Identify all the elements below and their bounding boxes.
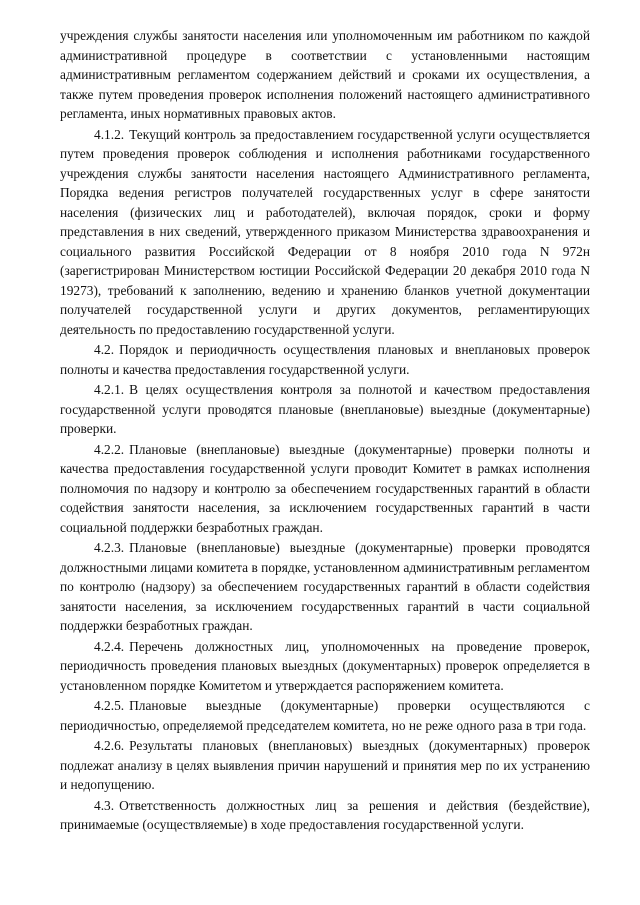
paragraph-number: 4.2. xyxy=(94,342,115,357)
paragraph-number: 4.2.1. xyxy=(94,382,125,397)
paragraph-number: 4.2.2. xyxy=(94,441,125,457)
paragraph-4-2-1 xyxy=(60,380,590,439)
paragraph-number: 4.3. xyxy=(94,797,115,813)
paragraph-text: Плановые (внеплановые) выездные (документарные) проверки проводятся должностными лицами комитета в порядке, установленном административным регламентом по контролю (надзору) за обеспечением государственных гарантий в области содействия занятости населения, за исключением государственных гарантий в части социальной поддержки безработных граждан. xyxy=(60,540,590,633)
paragraph-text: Перечень должностных лиц, уполномоченных на проведение проверок, периодичность проведения плановых выездных (документарных) проверок определяется в установленном порядке Комитетом и утверждается распоряжением комитета. xyxy=(60,638,590,693)
paragraph-number: 4.2.6. xyxy=(94,738,125,753)
paragraph-text: Плановые выездные (документарные) проверки осуществляются с периодичностью, определяемой председателем комитета, но не реже одного раза в три года. xyxy=(60,698,590,733)
paragraph-continuation xyxy=(60,26,590,124)
paragraph-text: Результаты плановых (внеплановых) выездных (документарных) проверок подлежат анализу в целях выявления причин нарушений и принятия мер по их устранению и недопущению. xyxy=(60,738,590,792)
paragraph-4-2-5 xyxy=(60,696,590,735)
paragraph-4-1-2 xyxy=(60,125,590,340)
paragraph-4-2-4 xyxy=(60,637,590,696)
paragraph-number: 4.2.3. xyxy=(94,540,125,555)
document-page xyxy=(60,26,590,836)
paragraph-4-2 xyxy=(60,340,590,379)
paragraph-4-2-3 xyxy=(60,538,590,636)
paragraph-4-3 xyxy=(60,796,590,835)
paragraph-number: 4.2.4. xyxy=(94,638,125,654)
paragraph-4-2-2 xyxy=(60,440,590,538)
paragraph-text: Плановые (внеплановые) выездные (документарные) проверки полноты и качества предоставления государственной услуги проводит Комитет в рамках исполнения полномочия по надзору и контролю за обеспечением государственных гарантий в области содействия занятости населения, за исключением государственных гарантий в части социальной поддержки безработных граждан. xyxy=(60,441,590,535)
paragraph-number: 4.1.2. xyxy=(94,126,125,142)
paragraph-text: учреждения службы занятости населения или уполномоченным им работником по каждой административной процедуре в соответствии с установленными настоящим административным регламентом содержанием действий и сроками их осуществления, а также путем проведения проверок исполнения положений настоящего административного регламента, иных нормативных правовых актов. xyxy=(60,28,590,121)
paragraph-text: Порядок и периодичность осуществления плановых и внеплановых проверок полноты и качества предоставления государственной услуги. xyxy=(60,342,590,377)
paragraph-text: Ответственность должностных лиц за решения и действия (бездействие), принимаемые (осуществляемые) в ходе предоставления государственной услуги. xyxy=(60,797,590,832)
paragraph-number: 4.2.5. xyxy=(94,698,125,713)
paragraph-text: В целях осуществления контроля за полнотой и качеством предоставления государственной услуги проводятся плановые (внеплановые) выездные (документарные) проверки. xyxy=(60,382,590,436)
paragraph-text: Текущий контроль за предоставлением государственной услуги осуществляется путем проведения проверок соблюдения и исполнения работниками государственного учреждения службы занятости населения настоящего Административного регламента, Порядка ведения регистров получателей государственных услуг в сфере занятости населения (физических лиц и работодателей), включая порядок, сроки и форму представления в них сведений, утвержденного приказом Министерства здравоохранения и социального развития Российской Федерации от 8 ноября 2010 года N 972н (зарегистрирован Министерством юстиции Российской Федерации 20 декабря 2010 года N 19273), требований к заполнению, ведению и хранению бланков учетной документации получателей государственной услуги и других документов, регламентирующих деятельность по предоставлению государственной услуги. xyxy=(60,126,590,337)
paragraph-4-2-6 xyxy=(60,736,590,795)
